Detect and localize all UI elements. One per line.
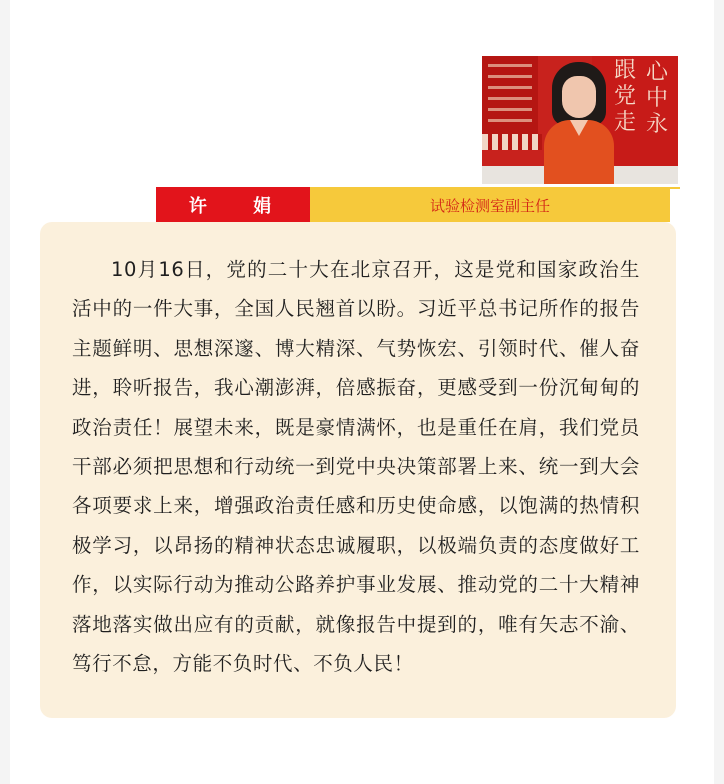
person-figure [544,62,614,184]
wall-calligraphy-left: 跟 党 走 [614,58,637,135]
wall-calligraphy-right: 心 中 永 [646,60,669,137]
person-photo [482,56,678,184]
article-body: 10月16日，党的二十大在北京召开，这是党和国家政治生活中的一件大事，全国人民翘首以盼。习近平总书记所作的报告主题鲜明、思想深邃、博大精深、气势恢宏、引领时代、催人奋进，聆听报告，我心潮澎湃，倍感振奋，更感受到一份沉甸甸的政治责任！展望未来，既是豪情满怀，也是重任在肩，我们党员干部必须把思想和行动统一到党中央决策部署上来、统一到大会各项要求上来，增强政治责任感和历史使命感，以饱满的热情积极学习，以昂扬的精神状态忠诚履职，以极端负责的态度做好工作，以实际行动为推动公路养护事业发展、推动党的二十大精神落地落实做出应有的贡献，就像报告中提到的，唯有矢志不渝、笃行不怠，方能不负时代、不负人民！ [72,258,640,676]
wall-text-panel [482,56,538,136]
article-card [40,222,676,718]
person-name: 许 娟 [156,187,310,222]
decorative-pattern [482,134,542,150]
name-banner [156,187,680,222]
person-position: 试验检测室副主任 [310,189,670,222]
